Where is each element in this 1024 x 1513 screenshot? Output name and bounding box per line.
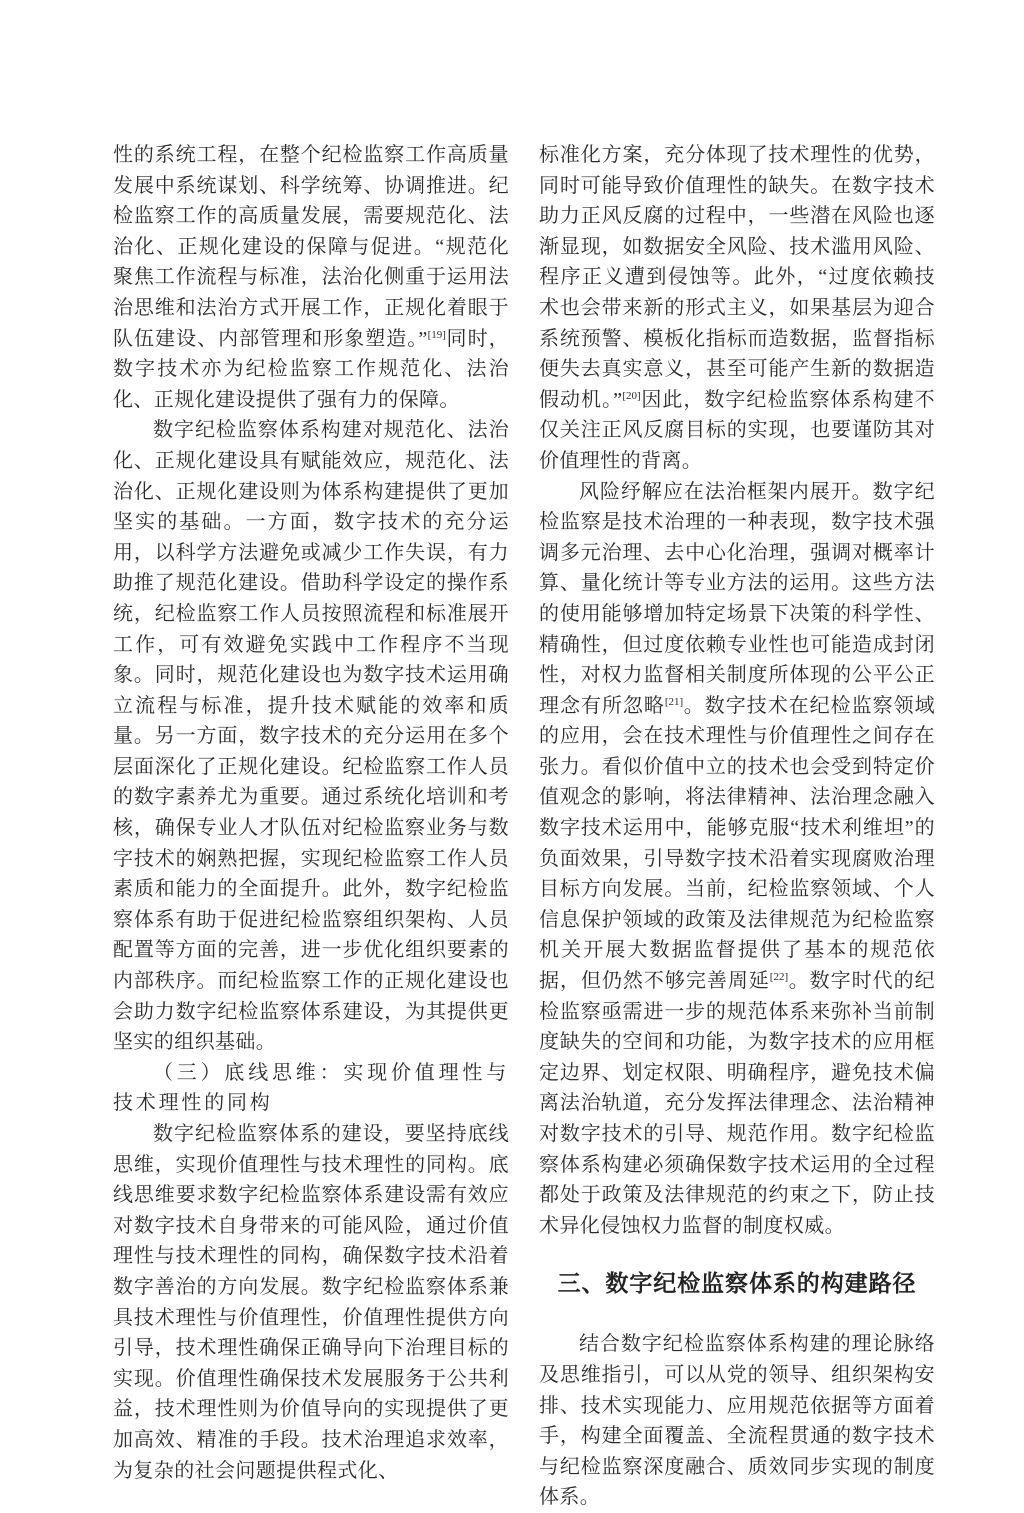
subsection-heading: （三）底线思维：实现价值理性与技术理性的同构 (113, 1061, 509, 1115)
reference-marker-21: [21] (664, 695, 684, 708)
reference-marker-22: [22] (769, 971, 789, 984)
paragraph-continuation (539, 140, 935, 477)
right-column (539, 140, 935, 1513)
paragraph-text: 风险纾解应在法治框架内展开。数字纪检监察是技术治理的一种表现，数字技术强调多元治理、去中心化治理，强调对概率计算、量化统计等专业方法的运用。这些方法的使用能够增加特定场景下决策的科学性、精确性，但过度依赖专业性也可能造成封闭性，对权力监督相关制度所体现的公平公正理念有所忽略 (539, 480, 935, 717)
paragraph-continuation (113, 140, 509, 415)
page-body (113, 140, 935, 1513)
section-heading: 三、数字纪检监察体系的构建路径 (557, 1270, 917, 1297)
paragraph (539, 477, 935, 1242)
paragraph-text: 。数字技术在纪检监察领域的应用，会在技术理性与价值理性之间存在张力。看似价值中立的技术也会受到特定价值观念的影响，将法律精神、法治理念融入数字技术运用中，能够克服“技术利维坦”的负面效果，引导数字技术沿着实现腐败治理目标方向发展。当前，纪检监察领域、个人信息保护领域的政策及法律规范为纪检监察机关开展大数据监督提供了基本的规范依据，但仍然不够完善周延 (539, 694, 935, 993)
paragraph: 结合数字纪检监察体系构建的理论脉络及思维指引，可以从党的领导、组织架构安排、技术实现能力、应用规范依据等方面着手，构建全面覆盖、全流程贯通的数字技术与纪检监察深度融合、质效同步实现的制度体系。 (539, 1333, 935, 1509)
paragraph-text: 因此，数字纪检监察体系构建不仅关注正风反腐目标的实现，也要谨防其对价值理性的背离。 (539, 388, 935, 472)
paragraph-text: 。数字时代的纪检监察亟需进一步的规范体系来弥补当前制度缺失的空间和功能，为数字技术的应用框定边界、划定权限、明确程序，避免技术偏离法治轨道，充分发挥法律理念、法治精神对数字技术的引导、规范作用。数字纪检监察体系构建必须确保数字技术运用的全过程都处于政策及法律规范的约束之下，防止技术异化侵蚀权力监督的制度权威。 (539, 970, 935, 1237)
reference-marker-20: [20] (622, 389, 641, 402)
paragraph-text: 同时，数字技术亦为纪检监察工作规范化、法治化、正规化建设提供了强有力的保障。 (113, 327, 510, 411)
reference-marker-19: [19] (427, 328, 446, 341)
paragraph: 数字纪检监察体系构建对规范化、法治化、正规化建设具有赋能效应，规范化、法治化、正规化建设则为体系构建提供了更加坚实的基础。一方面，数字技术的充分运用，以科学方法避免或减少工作失误，有力助推了规范化建设。借助科学设定的操作系统，纪检监察工作人员按照流程和标准展开工作，可有效避免实践中工作程序不当现象。同时，规范化建设也为数字技术运用确立流程与标准，提升技术赋能的效率和质量。另一方面，数字技术的充分运用在多个层面深化了正规化建设。纪检监察工作人员的数字素养尤为重要。通过系统化培训和考核，确保专业人才队伍对纪检监察业务与数字技术的娴熟把握，实现纪检监察工作人员素质和能力的全面提升。此外，数字纪检监察体系有助于促进纪检监察组织架构、人员配置等方面的完善，进一步优化组织要素的内部秩序。而纪检监察工作的正规化建设也会助力数字纪检监察体系建设，为其提供更坚实的组织基础。 (113, 419, 509, 1054)
paragraph-text: 性的系统工程，在整个纪检监察工作高质量发展中系统谋划、科学统筹、协调推进。纪检监察工作的高质量发展，需要规范化、法治化、正规化建设的保障与促进。“规范化聚焦工作流程与标准，法治化侧重于运用法治思维和法治方式开展工作，正规化着眼于队伍建设、内部管理和形象塑造。” (113, 144, 509, 350)
left-column (113, 140, 509, 1513)
paragraph-text: 标准化方案，充分体现了技术理性的优势，同时可能导致价值理性的缺失。在数字技术助力正风反腐的过程中，一些潜在风险也逐渐显现，如数据安全风险、技术滥用风险、程序正义遭到侵蚀等。此外，“过度依赖技术也会带来新的形式主义，如果基层为迎合系统预警、模板化指标而造数据，监督指标便失去真实意义，甚至可能产生新的数据造假动机。” (539, 144, 935, 411)
paragraph: 数字纪检监察体系的建设，要坚持底线思维，实现价值理性与技术理性的同构。底线思维要求数字纪检监察体系建设需有效应对数字技术自身带来的可能风险，通过价值理性与技术理性的同构，确保数字技术沿着数字善治的方向发展。数字纪检监察体系兼具技术理性与价值理性，价值理性提供方向引导，技术理性确保正确导向下治理目标的实现。价值理性确保技术发展服务于公共利益，技术理性则为价值导向的实现提供了更加高效、精准的手段。技术治理追求效率，为复杂的社会问题提供程式化、 (113, 1123, 509, 1482)
